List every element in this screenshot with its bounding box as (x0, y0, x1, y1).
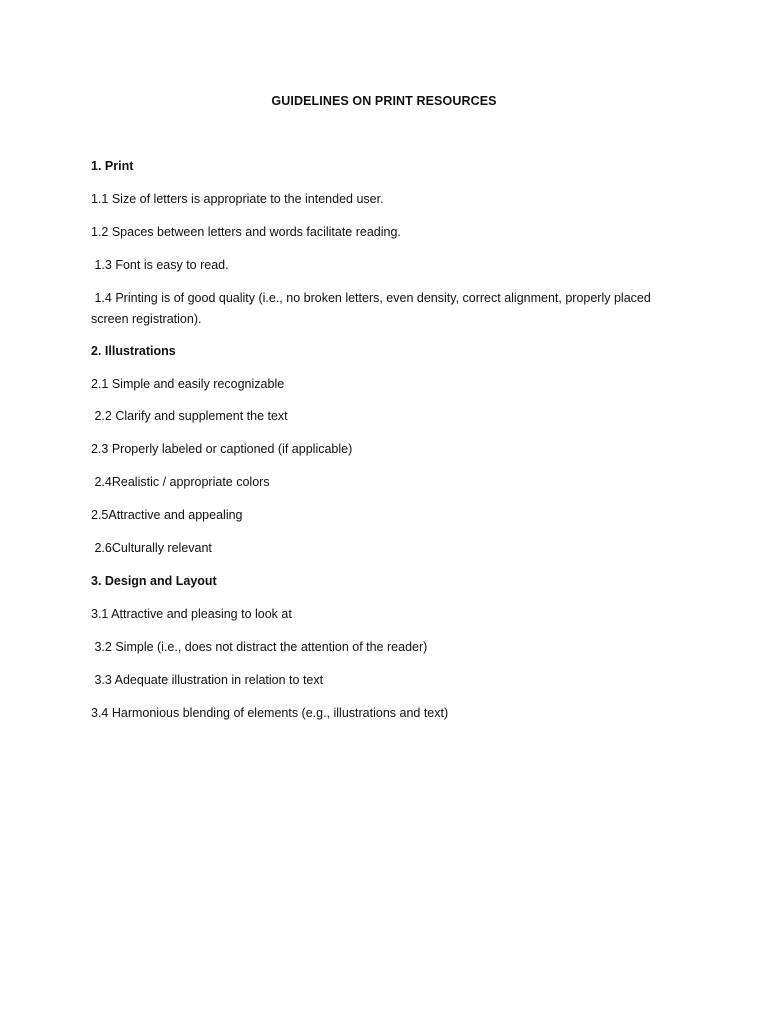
guideline-item-3-3: 3.3 Adequate illustration in relation to text (91, 673, 324, 687)
guideline-item-3-2: 3.2 Simple (i.e., does not distract the attention of the reader) (91, 640, 428, 654)
guideline-item-2-6: 2.6Culturally relevant (91, 541, 212, 555)
guideline-item-1-2: 1.2 Spaces between letters and words facilitate reading. (91, 225, 401, 239)
section-heading-illustrations: 2. Illustrations (91, 344, 176, 358)
guideline-item-2-4: 2.4Realistic / appropriate colors (91, 475, 270, 489)
guideline-item-1-4: 1.4 Printing is of good quality (i.e., no broken letters, even density, correct alignment, properly placed screen registration). (91, 291, 655, 326)
guideline-item-1-1: 1.1 Size of letters is appropriate to the intended user. (91, 192, 384, 206)
guideline-item-2-3: 2.3 Properly labeled or captioned (if applicable) (91, 442, 353, 456)
guideline-item-1-3: 1.3 Font is easy to read. (91, 258, 229, 272)
guideline-item-2-5: 2.5Attractive and appealing (91, 508, 243, 522)
section-heading-print: 1. Print (91, 159, 134, 173)
guideline-item-3-4: 3.4 Harmonious blending of elements (e.g., illustrations and text) (91, 706, 449, 720)
section-heading-design-layout: 3. Design and Layout (91, 574, 217, 588)
document-title: GUIDELINES ON PRINT RESOURCES (271, 94, 497, 108)
guideline-item-2-1: 2.1 Simple and easily recognizable (91, 377, 285, 391)
guideline-item-2-2: 2.2 Clarify and supplement the text (91, 409, 288, 423)
guideline-item-3-1: 3.1 Attractive and pleasing to look at (91, 607, 292, 621)
